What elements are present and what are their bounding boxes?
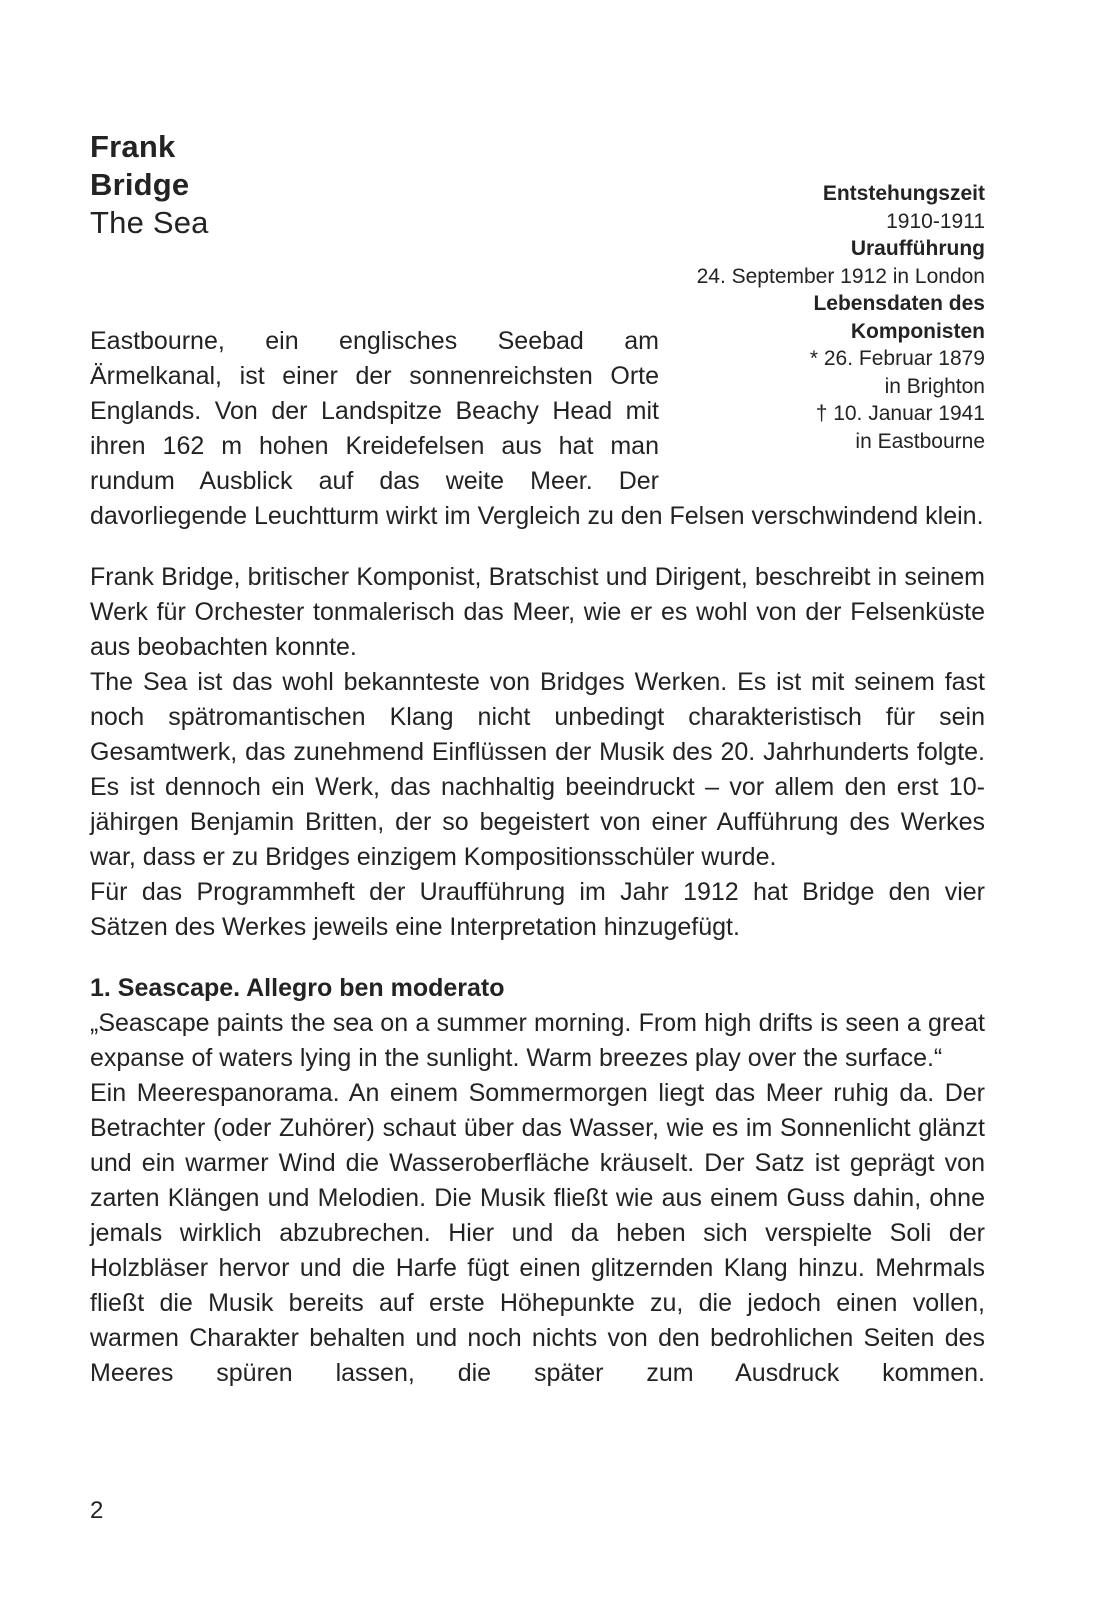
about-paragraph-3: Für das Programmheft der Uraufführung im Jahr 1912 hat Bridge den vier Sätzen des Werkes jeweils eine Interpretation hinzugefügt. bbox=[90, 878, 985, 941]
about-paragraph-1: Frank Bridge, britischer Komponist, Bratschist und Dirigent, beschreibt in seinem Werk für Orchester tonmalerisch das Meer, wie er es wohl von der Felsenküste aus beobachten konnte. bbox=[90, 563, 985, 661]
meta-value-death-place: in Eastbourne bbox=[855, 429, 985, 453]
about-paragraph-2: The Sea ist das wohl bekannteste von Bridges Werken. Es ist mit seinem fast noch spätromantischen Klang nicht unbedingt charakteristisch für sein Gesamtwerk, das zunehmend Einflüssen der Musik des 20. Jahrhunderts folgte. Es ist dennoch ein Werk, das nachhaltig beeindruckt – vor allem den erst 10-jähirgen Benjamin Britten, der so begeistert von einer Aufführung des Werkes war, dass er zu Bridges einzigem Kompositionsschüler wurde. bbox=[90, 668, 985, 871]
movement-1-heading: 1. Seascape. Allegro ben moderato bbox=[90, 974, 505, 1002]
intro-paragraph: Eastbourne, ein englisches Seebad am Ärmelkanal, ist einer der sonnenreichsten Orte Englands. Von der Landspitze Beachy Head mit ihren 162 m hohen Kreidefelsen aus hat man rundum Ausblick auf das weite Meer. Der davorliegende Leuchtturm wirkt im Vergleich zu den Felsen verschwindend klein. bbox=[90, 327, 984, 530]
meta-value-entstehungszeit: 1910-1911 bbox=[886, 209, 985, 233]
meta-label-urauffuehrung: Uraufführung bbox=[850, 237, 985, 260]
about-block bbox=[90, 560, 985, 945]
meta-value-death-date: † 10. Januar 1941 bbox=[815, 402, 985, 425]
movement-1-description: Ein Meerespanorama. An einem Sommermorgen liegt das Meer ruhig da. Der Betrachter (oder Zuhörer) schaut über das Wasser, wie es im Sonnenlicht glänzt und ein warmer Wind die Wasseroberfläche kräuselt. Der Satz ist geprägt von zarten Klängen und Melodien. Die Musik fließt wie aus einem Guss dahin, ohne jemals wirklich abzubrechen. Hier und da heben sich verspielte Soli der Holzbläser hervor und die Harfe fügt einen glitzernden Klang hinzu. Mehrmals fließt die Musik bereits auf erste Höhepunkte zu, die jedoch einen vollen, warmen Charakter behalten und noch nichts von den bedrohlichen Seiten des Meeres spüren lassen, die später zum Ausdruck kommen. bbox=[90, 1079, 985, 1387]
meta-value-urauffuehrung: 24. September 1912 in London bbox=[696, 264, 985, 288]
work-metadata bbox=[685, 180, 985, 480]
meta-value-birth-date: * 26. Februar 1879 bbox=[809, 347, 985, 370]
page-number: 2 bbox=[90, 1497, 104, 1524]
meta-value-birth-place: in Brighton bbox=[884, 374, 985, 398]
composer-last-name: Bridge bbox=[90, 167, 190, 202]
composer-first-name: Frank bbox=[90, 129, 176, 164]
work-title: The Sea bbox=[90, 205, 209, 240]
movement-1-section bbox=[90, 971, 985, 1391]
meta-label-entstehungszeit: Entstehungszeit bbox=[822, 182, 985, 205]
movement-1-quote: „Seascape paints the sea on a summer morning. From high drifts is seen a great expanse of waters lying in the sunlight. Warm breezes play over the surface.“ bbox=[90, 1009, 985, 1072]
meta-label-lebensdaten-line2: Komponisten bbox=[850, 319, 985, 343]
meta-label-lebensdaten-line1: Lebensdaten des bbox=[813, 292, 985, 315]
